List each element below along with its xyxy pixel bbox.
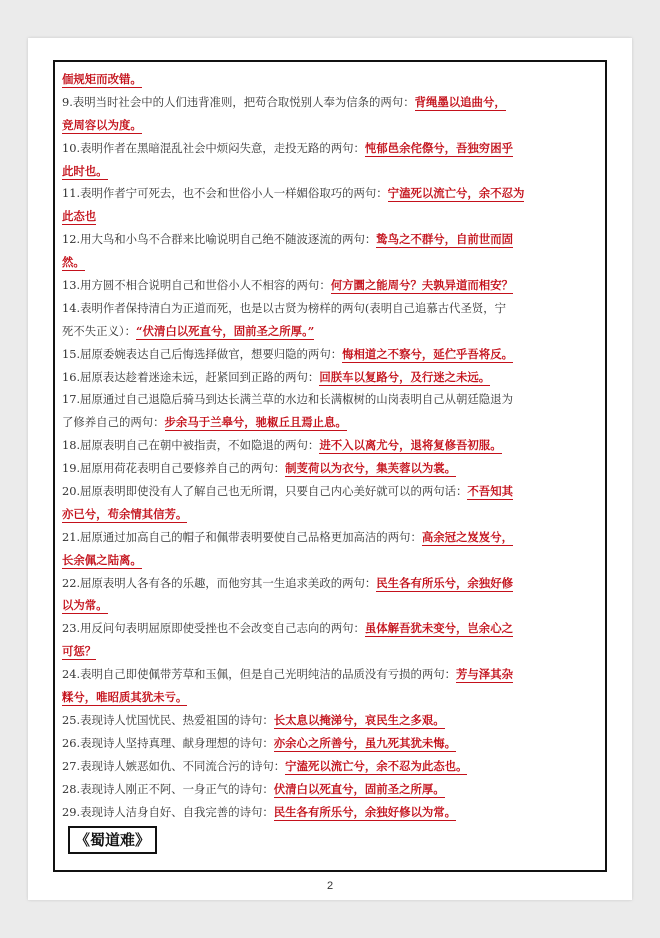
text-line <box>62 366 598 389</box>
question-text: 9.表明当时社会中的人们违背准则，把苟合取悦别人奉为信条的两句： <box>62 94 415 109</box>
text-line <box>62 411 598 434</box>
answer-text: 民生各有所乐兮，余独好修 <box>376 575 513 590</box>
text-line <box>62 457 598 480</box>
answer-text: 以为常。 <box>62 598 108 613</box>
text-line <box>62 274 598 297</box>
text-line <box>62 755 598 778</box>
answer-text: 背绳墨以追曲兮， <box>414 94 506 109</box>
text-line <box>62 297 598 320</box>
text-line <box>62 663 598 686</box>
text-line <box>62 503 598 526</box>
question-text: 26.表现诗人坚持真理、献身理想的诗句： <box>62 735 274 750</box>
question-text: 20.屈原表明即使没有人了解自己也无所谓，只要自己内心美好就可以的两句话： <box>62 484 468 499</box>
answer-text: “伏清白以死直兮，固前圣之所厚。” <box>136 323 315 338</box>
text-line <box>62 434 598 457</box>
answer-text: 回朕车以复路兮，及行迷之未远。 <box>319 369 491 384</box>
text-line <box>62 526 598 549</box>
question-text: 18.屈原表明自己在朝中被指责，不如隐退的两句： <box>62 438 320 453</box>
answer-text: 伏清白以死直兮，固前圣之所厚。 <box>273 781 445 796</box>
answer-text: 可惩？ <box>62 644 97 659</box>
text-line <box>62 343 598 366</box>
page-number: 2 <box>326 880 334 892</box>
answer-text: 竞周容以为度。 <box>62 117 142 132</box>
text-line <box>62 572 598 595</box>
answer-text: 高余冠之岌岌兮， <box>421 529 513 544</box>
answer-text: 民生各有所乐兮，余独好修以为常。 <box>273 804 457 819</box>
text-line <box>62 137 598 160</box>
text-line <box>62 686 598 709</box>
answer-text: 鸷鸟之不群兮，自前世而固 <box>376 232 513 247</box>
text-line <box>62 480 598 503</box>
question-text: 10.表明作者在黑暗混乱社会中烦闷失意，走投无路的两句： <box>62 140 365 155</box>
text-line <box>62 617 598 640</box>
text-line <box>62 801 598 824</box>
question-text: 12.用大鸟和小鸟不合群来比喻说明自己绝不随波逐流的两句： <box>62 232 377 247</box>
answer-text: 然。 <box>62 255 85 270</box>
answer-text: 此态也 <box>62 209 97 224</box>
question-text: 13.用方圆不相合说明自己和世俗小人不相容的两句： <box>62 278 331 293</box>
answer-text: 虽体解吾犹未变兮，岂余心之 <box>364 621 513 636</box>
text-line <box>62 251 598 274</box>
question-text: 11.表明作者宁可死去，也不会和世俗小人一样媚俗取巧的两句： <box>62 186 388 201</box>
question-text: 23.用反问句表明屈原即使受挫也不会改变自己志向的两句： <box>62 621 365 636</box>
question-text: 28.表现诗人刚正不阿、一身正气的诗句： <box>62 781 274 796</box>
answer-text: 何方圜之能周兮？夫孰异道而相安？ <box>330 278 513 293</box>
answer-text: 芳与泽其杂 <box>456 667 513 682</box>
question-text: 15.屈原委婉表达自己后悔选择做官，想要归隐的两句： <box>62 346 343 361</box>
text-line <box>62 732 598 755</box>
answer-text: 亦余心之所善兮，虽九死其犹未悔。 <box>273 735 457 750</box>
question-list <box>62 68 598 823</box>
text-line <box>62 114 598 137</box>
text-line <box>62 640 598 663</box>
question-text: 了修养自己的两句： <box>62 415 165 430</box>
text-line <box>62 205 598 228</box>
question-text: 29.表现诗人洁身自好、自我完善的诗句： <box>62 804 274 819</box>
text-line <box>62 182 598 205</box>
text-line <box>62 320 598 343</box>
text-line <box>62 388 598 411</box>
question-text: 死不失正义）： <box>62 323 137 338</box>
question-text: 25.表现诗人忧国忧民、热爱祖国的诗句： <box>62 712 274 727</box>
text-line <box>62 91 598 114</box>
question-text: 17.屈原通过自己退隐后骑马到达长满兰草的水边和长满椒树的山岗表明自己从朝廷隐退为 <box>62 392 513 407</box>
question-text: 22.屈原表明人各有各的乐趣，而他穷其一生追求美政的两句： <box>62 575 377 590</box>
answer-text: 忳郁邑余侘傺兮，吾独穷困乎 <box>364 140 513 155</box>
answer-text: 宁溘死以流亡兮，余不忍为 <box>387 186 525 201</box>
answer-text: 制芰荷以为衣兮，集芙蓉以为裳。 <box>285 461 457 476</box>
question-text: 24.表明自己即使佩带芳草和玉佩，但是自己光明纯洁的品质没有亏损的两句： <box>62 667 457 682</box>
text-line <box>62 594 598 617</box>
answer-text: 进不入以离尤兮，退将复修吾初服。 <box>319 438 502 453</box>
text-line <box>62 549 598 572</box>
section-title: 《蜀道难》 <box>68 826 157 854</box>
question-text: 16.屈原表达趁着迷途未远，赶紧回到正路的两句： <box>62 369 320 384</box>
answer-text: 悔相道之不察兮，延伫乎吾将反。 <box>342 346 513 361</box>
text-line <box>62 68 598 91</box>
answer-text: 长余佩之陆离。 <box>62 552 142 567</box>
text-line <box>62 709 598 732</box>
text-line <box>62 228 598 251</box>
answer-text: 不吾知其 <box>467 484 513 499</box>
answer-text: 糅兮，唯昭质其犹未亏。 <box>62 690 188 705</box>
answer-text: 步余马于兰皋兮，驰椒丘且焉止息。 <box>164 415 347 430</box>
answer-text: 宁溘死以流亡兮，余不忍为此态也。 <box>285 758 468 773</box>
text-line <box>62 160 598 183</box>
answer-text: 长太息以掩涕兮，哀民生之多艰。 <box>273 712 445 727</box>
text-line <box>62 778 598 801</box>
question-text: 21.屈原通过加高自己的帽子和佩带表明要使自己品格更加高洁的两句： <box>62 529 422 544</box>
question-text: 19.屈原用荷花表明自己要修养自己的两句： <box>62 461 286 476</box>
answer-text: 亦已兮，苟余情其信芳。 <box>62 506 188 521</box>
question-text: 27.表现诗人嫉恶如仇、不同流合污的诗句： <box>62 758 286 773</box>
question-text: 14.表明作者保持清白为正道而死，也是以古贤为榜样的两句(表明自己追慕古代圣贤，宁 <box>62 300 507 315</box>
answer-text: 偭规矩而改错。 <box>62 72 142 86</box>
answer-text: 此时也。 <box>62 163 108 178</box>
